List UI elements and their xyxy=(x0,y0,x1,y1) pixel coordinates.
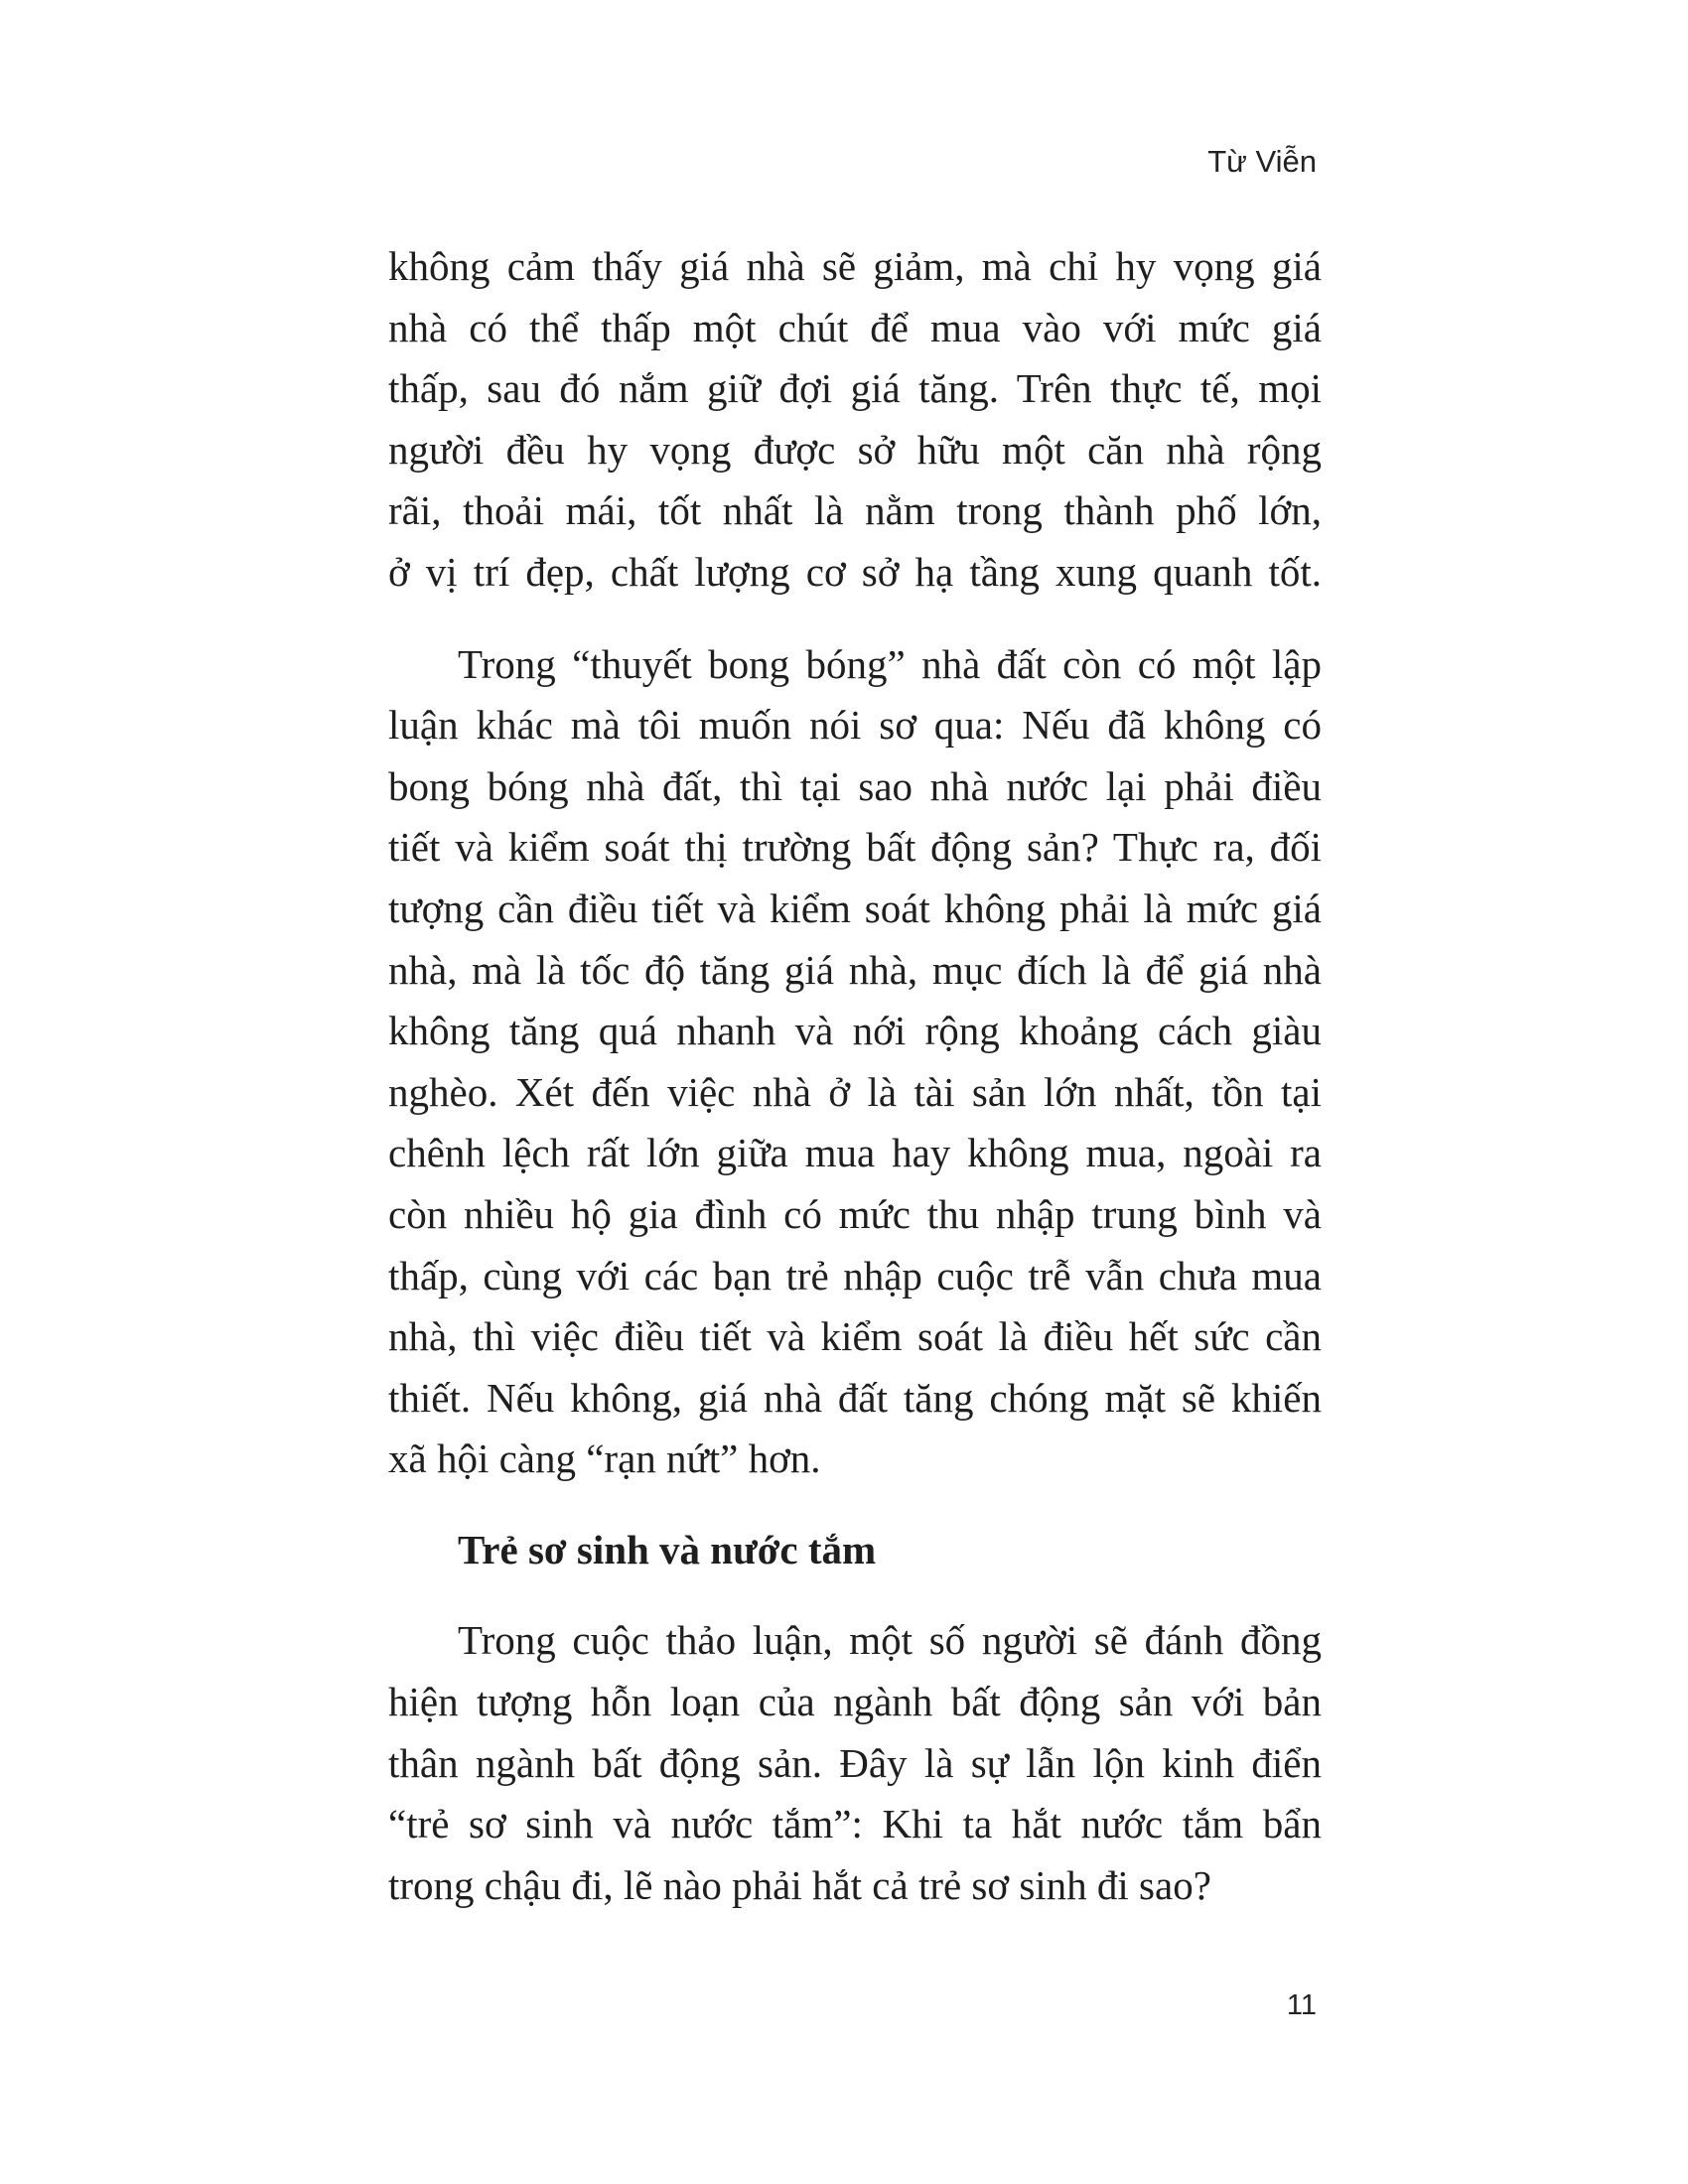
paragraph-3 xyxy=(388,1610,1322,1916)
text-line: bong bóng nhà đất, thì tại sao nhà nước lại phải điều xyxy=(388,762,1322,809)
text-line: tượng cần điều tiết và kiểm soát không phải là mức giá xyxy=(388,885,1322,931)
text-line: thấp, cùng với các bạn trẻ nhập cuộc trễ vẫn chưa mua xyxy=(388,1252,1322,1298)
text-line: rãi, thoải mái, tốt nhất là nằm trong thành phố lớn, xyxy=(388,487,1322,534)
paragraph-2 xyxy=(388,634,1322,1490)
text-line: “trẻ sơ sinh và nước tắm”: Khi ta hắt nước tắm bẩn xyxy=(388,1801,1322,1847)
page-number: 11 xyxy=(1286,1989,1317,2021)
text-line: Trong cuộc thảo luận, một số người sẽ đánh đồng xyxy=(458,1617,1322,1664)
text-line: nhà, mà là tốc độ tăng giá nhà, mục đích là để giá nhà xyxy=(388,946,1322,993)
running-header-author: Từ Viễn xyxy=(1207,144,1317,179)
text-line: tiết và kiểm soát thị trường bất động sản? Thực ra, đối xyxy=(388,824,1322,871)
paragraph-1 xyxy=(388,236,1322,604)
section-heading: Trẻ sơ sinh và nước tắm xyxy=(458,1526,877,1572)
page-body xyxy=(388,236,1322,1916)
text-line: ở vị trí đẹp, chất lượng cơ sở hạ tầng xung quanh tốt. xyxy=(388,548,1322,595)
text-line: nghèo. Xét đến việc nhà ở là tài sản lớn nhất, tồn tại xyxy=(388,1068,1322,1115)
text-line: người đều hy vọng được sở hữu một căn nhà rộng xyxy=(388,426,1322,473)
text-line: luận khác mà tôi muốn nói sơ qua: Nếu đã không có xyxy=(388,702,1322,749)
text-line: chênh lệch rất lớn giữa mua hay không mua, ngoài ra xyxy=(388,1130,1322,1176)
text-line: Trong “thuyết bong bóng” nhà đất còn có một lập xyxy=(458,640,1322,687)
text-line: nhà, thì việc điều tiết và kiểm soát là điều hết sức cần xyxy=(388,1313,1322,1360)
text-line: thấp, sau đó nắm giữ đợi giá tăng. Trên thực tế, mọi xyxy=(388,365,1322,412)
text-line: xã hội càng “rạn nứt” hơn. xyxy=(388,1435,821,1482)
text-line: không tăng quá nhanh và nới rộng khoảng cách giàu xyxy=(388,1008,1322,1054)
text-line: thiết. Nếu không, giá nhà đất tăng chóng mặt sẽ khiến xyxy=(388,1374,1322,1421)
text-line: trong chậu đi, lẽ nào phải hắt cả trẻ sơ sinh đi sao? xyxy=(388,1861,1211,1908)
text-line: hiện tượng hỗn loạn của ngành bất động sản với bản xyxy=(388,1679,1322,1725)
text-line: không cảm thấy giá nhà sẽ giảm, mà chỉ hy vọng giá xyxy=(388,243,1322,289)
text-line: thân ngành bất động sản. Đây là sự lẫn lộn kinh điển xyxy=(388,1739,1322,1786)
text-line: còn nhiều hộ gia đình có mức thu nhập trung bình và xyxy=(388,1190,1322,1237)
text-line: nhà có thể thấp một chút để mua vào với mức giá xyxy=(388,304,1322,350)
